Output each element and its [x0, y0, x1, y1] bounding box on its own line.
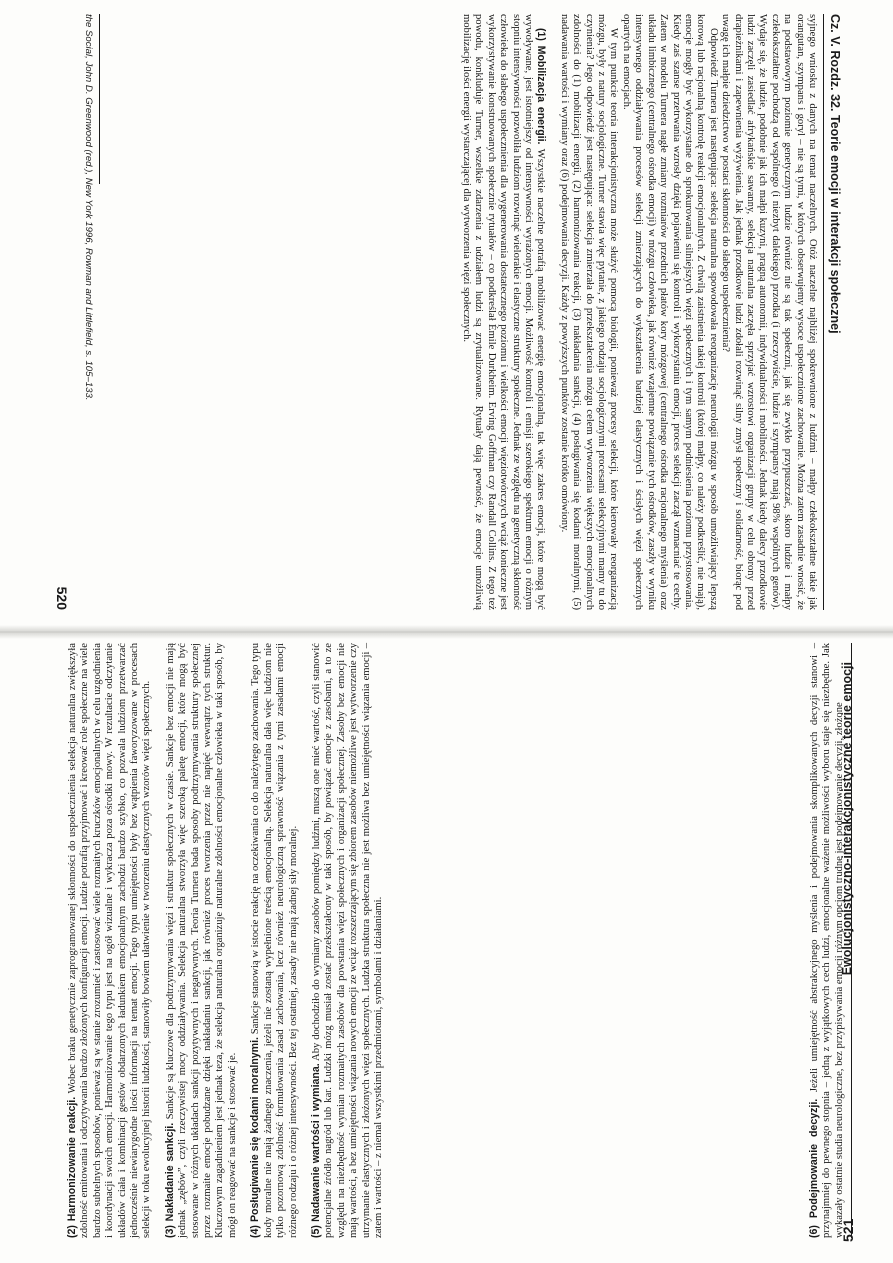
left-page — [42, 14, 842, 614]
right-body-flow — [66, 643, 385, 1238]
right-section-3 — [164, 643, 239, 1238]
right-page — [66, 643, 866, 1238]
left-running-head: Cz. V. Rozdz. 32. Teorie emocji w interakcji społecznej — [828, 14, 842, 334]
section-4-heading: (4) Posługiwanie się kodami moralnymi. — [249, 1037, 262, 1238]
footnote-rule — [99, 14, 100, 184]
section-3-heading: (3) Nakładanie sankcji. — [163, 1122, 176, 1238]
section-2-heading: (2) Harmonizowanie reakcji. — [66, 1096, 78, 1238]
section-6-text: Jeżeli umiejętność abstrakcyjnego myślenia i podejmowania skomplikowanych decyzji stanowi – przynajmniej do pewnego stopnia – jedną z wyjątkowych cech ludzi, emocjonalne ważenie możliwości wyboru staje się niezbędne. Jak wykazały ostatnie studia neurologiczne, bez przypisywania emocji różnym opcjom trudne jest podejmowanie decyzji, złożone — [808, 643, 845, 1238]
left-paragraph-1: syjnego wniosku z danych na temat naczelnych. Otóż naczelne najbliżej spokrewnione z ludźmi – małpy człekokształtne takie jak orangutan, szympans i goryl – nie są tymi, w których obserwujemy wysoce uspołecznione zachowanie. Można zatem zasadnie wnosić, że na podstawowym poziomie genetycznym ludzie również nie są tak społeczni, jak się zwykło przypuszczać, skoro ludzie i małpy człekokształtne pochodzą od wspólnego (i niezbyt dalekiego) przodka (i rzeczywiście, ludzie i szympansy mają 98% wspólnych genów). Wydaje się, że ludzie, podobnie jak ich małpi kuzyni, pragną autonomii, indywidualności i mobilności. Jednak kiedy dalecy przodkowie ludzi zaczęli zasiedlać afrykańskie sawanny, selekcja naturalna zaczęła sprzyjać wzrostowi organizacji grupy w celu obrony przed drapieżnikami i zapewnienia wyżywienia. Jak jednak przodkowie ludzi zdołali rozwinąć silny zmysł społeczny i solidarność, biorąc pod uwagę ich małpie dziedzictwo w postaci skłonności do słabego uspołecznienia? — [720, 14, 818, 610]
right-section-4 — [249, 643, 300, 1238]
right-page-number-visible: 521 — [840, 1218, 856, 1242]
right-section-2 — [66, 643, 154, 1238]
section-5-text: Aby dochodziło do wymiany zasobów pomiędzy ludźmi, muszą one mieć wartość, czyli stanowić potencjalne źródło nagród lub kar. Ludzki mózg musiał zostać przekształcony w taki sposób, by powiązać emocje z zasobami, a to ze względu na niezbędność wymian rozmaitych zasobów dla powstania więzi społecznych i organizacji społecznej. Zasoby bez emocji nie mają wartości, a bez umiejętności wiązania nowych emocji ze wciąż rozszerzającym się zbiorem zasobów niemożliwe jest wytworzenie czy utrzymanie elastycznych i złożonych więzi społecznych. Ludzka struktura społeczna nie jest możliwa bez umiejętności wiązania emocji – zatem i wartości – z niemal wszystkimi przedmiotami, symbolami i działaniami. — [310, 643, 384, 1238]
left-page-number: 520 — [54, 586, 70, 610]
section-6-heading: (6) Podejmowanie decyzji. — [807, 1098, 820, 1238]
left-head-rule — [823, 14, 824, 610]
section-2-text: Wobec braku genetycznie zaprogramowanej skłonności do uspołecznienia selekcja naturalna zwiększyła zdolność emitowania i odczytywania bardzo złożonych konfiguracji emocji. Ludzie potrafią przyjmować i kreować role społeczne na wiele bardzo subtelnych sposobów, ponieważ są w stanie zrozumieć i zastosować wiele rozmaitych kruczków emocjonalnych w celu uzgodnienia i koordynacji swoich emocji. Harmonizowanie tego typu jest na ogół wizualne i wykracza poza ośrodki mowy. W rezultacie odczytanie układów ciała i kombinacji gestów obdarzonych ładunkiem emocjonalnym zachodzi bardzo szybko, co pozwala ludziom przetwarzać jednocześnie niewiarygodne ilości informacji na temat emocji. Tego typu umiejętności były bez wątpienia faworyzowane w procesach selekcji w toku ewolucyjnej historii ludzkości, stanowiły bowiem ułatwienie w tworzeniu elastycznych wzorów więzi społecznych. — [67, 643, 153, 1238]
left-paragraph-2: Odpowiedź Turnera jest następująca: selekcja naturalna spowodowała reorganizację neurologii mózgu w sposób umożliwiający lepszą korową lub racjonalną kontrolę reakcji emocjonalnych. Z chwilą zaistnienia takiej kontroli (której małpy, co należy podkreślić, nie mają), emocje mogły być wykorzystane do sprokurowania silniejszych więzi społecznych i tym samym podniesienia poziomu przystosowania. Kiedy zaś szanse przetrwania wzrosły dzięki pojawieniu się kontroli i wykorzystaniu emocji, proces selekcji zaczął wzmacniać te cechy. Zatem w modelu Turnera nagłe zmiany rozmiarów przednich płatów kory mózgowej (centralnego ośrodka racjonalnego myślenia) oraz układu limbicznego (centralnego ośrodka emocji) w mózgu człowieka, jak również wzajemne powiązanie tych ośrodków, zaszły w wyniku intensywnego oddziaływania procesów selekcji zmierzających do wykształcenia bardziej elastycznych i ścisłych więzi społecznych opartych na emocjach. — [620, 14, 719, 610]
section-4-text: Sankcje stanowią w istocie reakcję na oczekiwania co do należytego zachowania. Tego typu kody moralne nie mają żadnego znaczenia, jeżeli nie zostaną wypełnione treścią emocjonalną. Selekcja naturalna dała więc ludziom nie tylko pozornową zdolność formułowania zasad zachowania, lecz również neurologiczną sprawność wiązania z tymi zasadami emocji różnego rodzaju i o różnej intensywności. Bez tej ostatniej, zasady nie mają żadnej siły moralnej. — [250, 642, 299, 1238]
section-5-heading: (5) Nadawanie wartości i wymiana. — [309, 1063, 322, 1238]
right-section-5 — [310, 643, 385, 1238]
left-body — [460, 14, 818, 610]
left-section-1 — [460, 14, 548, 610]
section-1-text: Wszystkie naczelne potrafią mobilizować energię emocjonalną, tak więc zakres emocji, które mogą być wywoływane, jest istotniejszy od intensywności wyrażonych emocji. Możliwość kontroli i emisji szerokiego spektrum emocji o różnym stopniu intensywności pozwoliła ludziom rozwinąć wielorakie i elastyczne struktury społeczne. Jednak ze względu na genetyczną skłonność człowieka do słabego uspołecznienia dla wygenerowania dostatecznego poziomu i wielkości emocji więziotwórczych wciąż konieczne jest wykorzystywanie konstruowanych społecznie rytuałów – co podkreślał Émile Durkheim. Erving Goffman czy Randall Collins. Z tego też powodu, konkluduje Turner, wszelkie zdarzenia z udziałem ludzi są zrytualizowane. Rytuały dają pewność, że emocje umożliwią mobilizację ilości energii wystarczającej dla wytworzenia więzi społecznych. — [461, 14, 547, 611]
right-running-head: Ewolucjonistyczno-interakcjonistyczne teorie emocji — [840, 662, 854, 976]
left-paragraph-3: W tym punkcie teoria interakcjonistyczna może służyć pomocą biologii, ponieważ procesy selekcji, które kierowały reorganizacją mózgu, były z natury socjologiczne. Turner stawia więc pytanie, z jakiego rodzaju socjologicznymi procesami selekcyjnymi mamy tu do czynienia? Jego odpowiedź jest następująca: selekcja zmierzała do przekształcenia mózgu celem wytworzenia większych emocjonalnych zdolności do (1) mobilizacji energii, (2) harmonizowania reakcji, (3) nakładania sankcji, (4) posługiwania się kodami moralnymi, (5) nadawania wartości i wymiany oraz (6) podejmowania decyzji. Każdy z powyższych punktów zostanie krótko omówiony. — [558, 14, 620, 610]
section-1-heading: (1) Mobilizacja energii. — [535, 28, 548, 145]
section-3-text: Sankcje są kluczowe dla podtrzymywania więzi i struktur społecznych w czasie. Sankcje bez emocji nie mają jednak „zębów”, czyli rzeczywistej mocy oddziaływania. Selekcja naturalna stworzyła więc szeroką paletę emocji, które mogą być stosowane w różnych układach sankcji pozytywnych i negatywnych. Teoria Turnera bada sposoby podtrzymywania struktury społecznej przez rozmaite emocje pobudzane dzięki nakładaniu sankcji, jak również proces tworzenia przez nie napięć wewnątrz tych struktur. Kluczowym zagadnieniem jest jednak teza, że selekcja naturalna organizuje naturalne zdolności emocjonalne człowieka w taki sposób, by mógł on reagować na sankcje i stosować je. — [164, 643, 238, 1238]
book-gutter — [0, 625, 893, 639]
right-running-head-block — [840, 640, 860, 1240]
left-footnote: the Social, John D. Greenwood (red.), New York 1996, Rowman and Littlefield, s. 105–133. — [83, 14, 94, 401]
